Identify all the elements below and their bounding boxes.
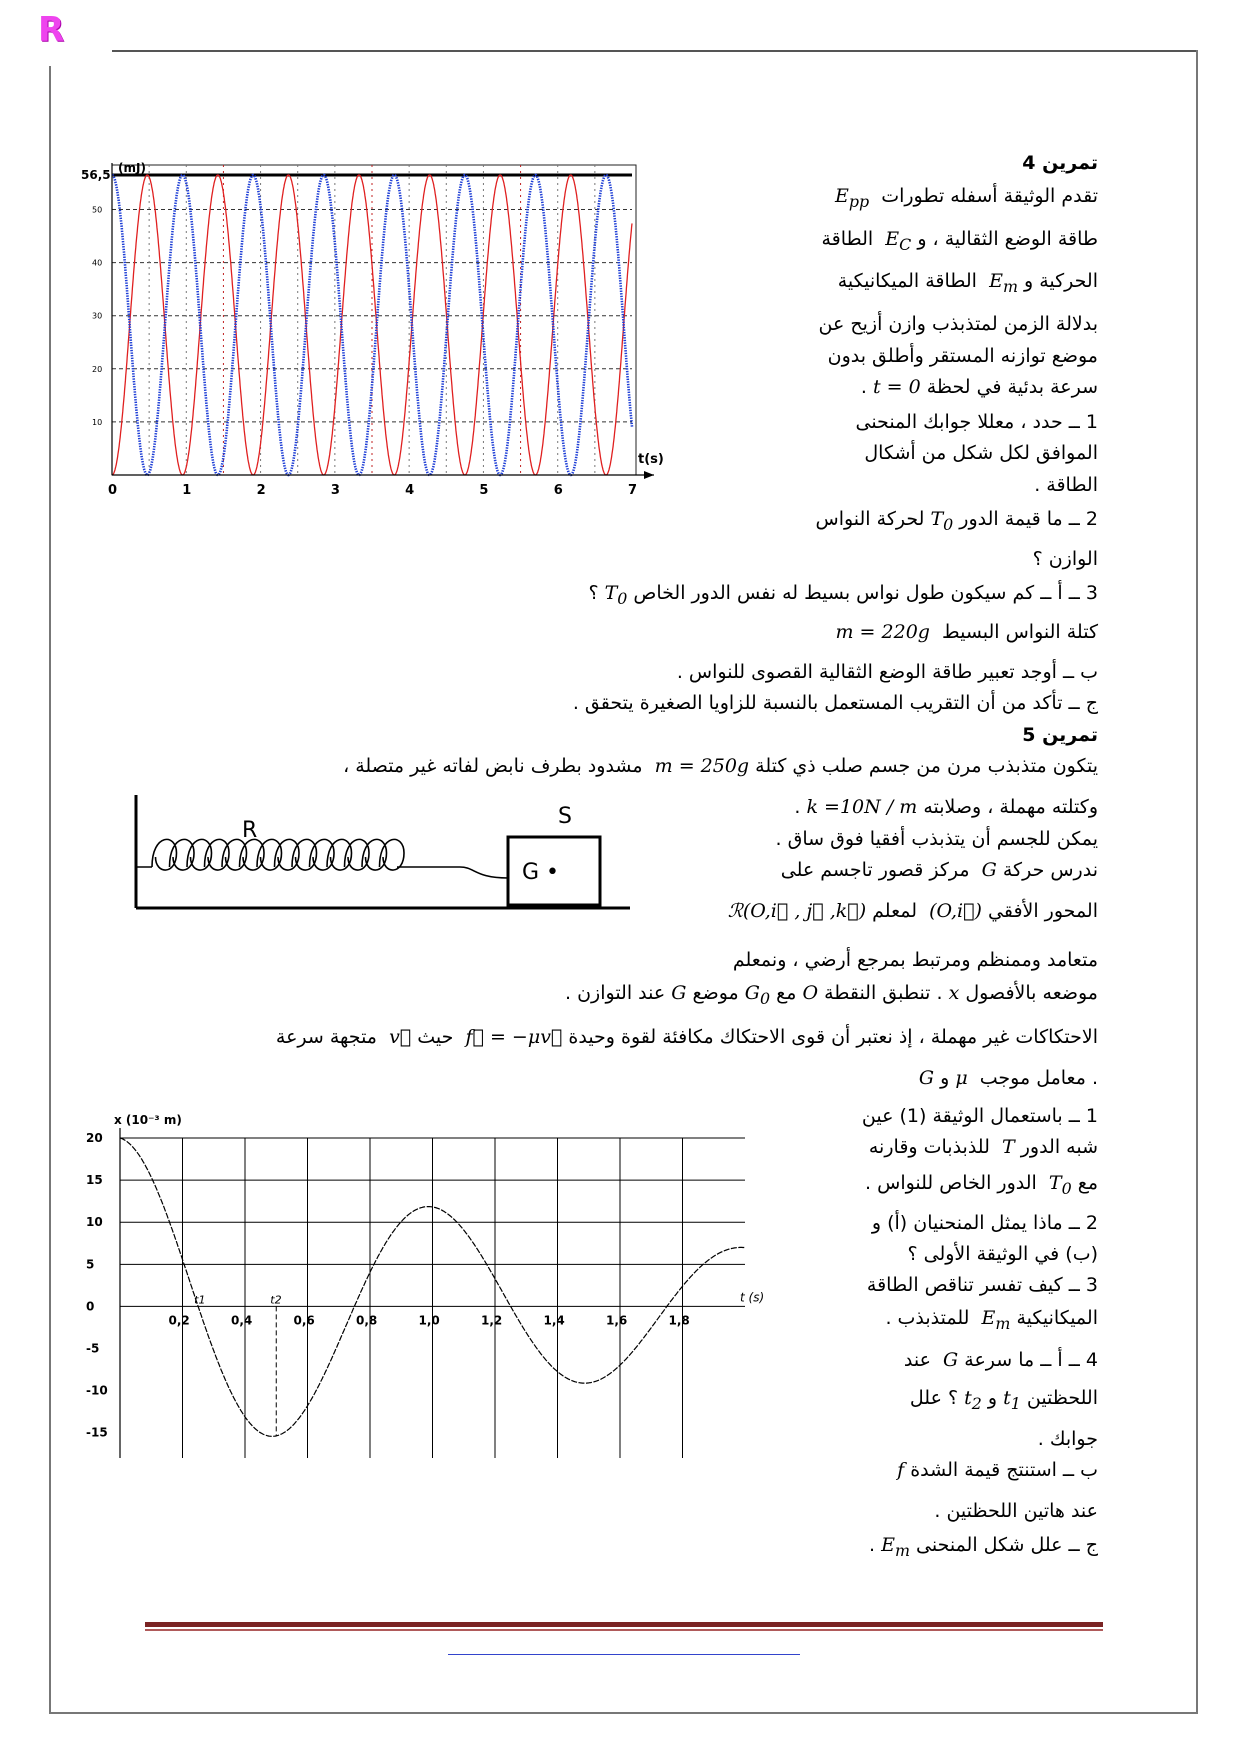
ex5-q4-b: اللحظتين $t_1$ و $t_2$ ؟ علل — [909, 1387, 1098, 1413]
ex5-line-5: المحور الأفقي (O,i⃗) لمعلم ℛ(O,i⃗ , j⃗ ,k⃗) — [727, 900, 1098, 922]
ex5-line-2: وكتلته مهملة ، وصلابته k =10N / m . — [794, 796, 1098, 818]
y-axis-label: x (10⁻³ m) — [114, 1113, 182, 1127]
solid-label: S — [558, 804, 572, 829]
ex5-line-6: متعامد وممنظم ومرتبط بمرجع أرضي ، ونمعلم — [732, 949, 1098, 971]
ex5-line-9: G و μ معامل موجب . — [918, 1067, 1098, 1089]
ex4-line-5: موضع توازنه المستقر وأطلق بدون — [827, 345, 1098, 367]
y-tick-label: -15 — [86, 1425, 108, 1440]
y-tick-label: 10 — [92, 417, 103, 427]
frame-right-rule — [1196, 50, 1198, 1714]
x-tick-label: 1,4 — [543, 1313, 565, 1328]
x-tick-label: 0 — [108, 483, 118, 498]
ex5-q1-b: شبه الدور T للذبذبات وقارنه — [868, 1136, 1098, 1158]
x-tick-label: 0,8 — [356, 1313, 378, 1328]
y-tick-label: 40 — [92, 258, 103, 268]
x-tick-label: 1,8 — [668, 1313, 690, 1328]
ex4-q1-a: 1 ــ حدد ، معللا جوابك المنحنى — [855, 411, 1098, 433]
ex5-q4-d: ب ــ استنتج قيمة الشدة f — [897, 1459, 1098, 1481]
ex5-q3-b: الميكانيكية $E_m$ للمتذبذب . — [885, 1307, 1098, 1333]
footer-rule — [145, 1622, 1103, 1627]
y-tick-label: 20 — [86, 1131, 103, 1145]
x-tick-label: 5 — [479, 483, 489, 498]
ex5-line-3: يمكن للجسم أن يتذبذب أفقيا فوق ساق . — [775, 828, 1098, 850]
x-tick-label: 0,2 — [168, 1313, 190, 1328]
y-tick-label: 30 — [92, 311, 103, 321]
x-axis-label: t (s) — [740, 1290, 765, 1305]
ex4-q1-b: الموافق لكل شكل من أشكال — [864, 442, 1098, 464]
x-tick-label: 7 — [628, 483, 638, 498]
ex4-line-6: سرعة بدئية في لحظة t = 0 . — [860, 376, 1098, 398]
t2-label: t2 — [270, 1293, 282, 1307]
x-tick-label: 2 — [256, 483, 266, 498]
y-tick-label: -5 — [86, 1341, 100, 1356]
logo: R — [38, 10, 65, 50]
x-tick-label: 3 — [330, 483, 340, 498]
ex4-line-4: بدلالة الزمن لمتذبذب وازن أزيح عن — [818, 313, 1098, 335]
y-tick-label: 50 — [92, 205, 103, 215]
ex5-q4-a: 4 ــ أ ــ ما سرعة G عند — [903, 1349, 1098, 1371]
t1-label: t1 — [194, 1293, 206, 1307]
ex5-q1-c: مع $T_0$ الدور الخاص للنواس . — [865, 1172, 1098, 1198]
y-tick-label: -10 — [86, 1383, 108, 1398]
ex5-q4-e: عند هاتين اللحظتين . — [934, 1500, 1098, 1522]
ex4-q3b: ب ــ أوجد تعبير طاقة الوضع الثقالية القصوى للنواس . — [676, 661, 1098, 683]
ex5-line-7: موضعه بالأفصول x . تنطبق النقطة O مع $G_0$ موضع G عند التوازن . — [565, 982, 1098, 1008]
ex5-q4-c: جوابك . — [1037, 1428, 1098, 1450]
footer-link-underline[interactable] — [448, 1654, 800, 1655]
x-tick-label: 1,6 — [606, 1313, 628, 1328]
x-tick-label: 0,6 — [293, 1313, 315, 1328]
ex4-q1-c: الطاقة . — [1034, 474, 1098, 496]
spring-label: R — [242, 818, 258, 843]
ex4-mass: كتلة النواس البسيط m = 220g — [835, 621, 1098, 643]
y-tick-label: 20 — [92, 364, 103, 374]
x-axis-label: t(s) — [638, 452, 664, 467]
frame-top-rule — [112, 50, 1198, 52]
x-tick-label: 1,2 — [481, 1313, 503, 1328]
epp-symbol: $E_{pp}$ — [834, 185, 870, 211]
ex4-line-3: الحركية و $E_m$ الطاقة الميكانيكية — [837, 270, 1098, 296]
position-chart — [80, 1105, 770, 1470]
x-tick-label: 1,0 — [418, 1313, 440, 1328]
y-max-label: 56,5 — [81, 168, 111, 182]
frame-bottom-rule — [49, 1712, 1198, 1714]
ex4-q2: 2 ــ ما قيمة الدور $T_0$ لحركة النواس — [815, 508, 1098, 534]
spring — [136, 839, 508, 878]
ex5-line-4: ندرس حركة G مركز قصور تاجسم على — [780, 859, 1098, 881]
y-tick-label: 10 — [86, 1215, 103, 1230]
ex5-line-8: الاحتكاكات غير مهملة ، إذ نعتبر أن قوى الاحتكاك مكافئة لقوة وحيدة f⃗ = −μv⃗ حيث v⃗ متجهة سرعة — [275, 1026, 1098, 1048]
ex4-line-1: تقدم الوثيقة أسفله تطورات $E_{pp}$ — [834, 185, 1098, 211]
ex5-q2-a: 2 ــ ماذا يمثل المنحنيان (أ) و — [871, 1212, 1098, 1234]
energy-chart — [80, 161, 740, 560]
ex4-title: تمرين 4 — [1022, 152, 1098, 174]
ex4-q3c: ج ــ تأكد من أن التقريب المستعمل بالنسبة للزاويا الصغيرة يتحقق . — [572, 692, 1098, 714]
ex5-line-1: يتكون متذبذب مرن من جسم صلب ذي كتلة m = 250g مشدود بطرف نابض لفاته غير متصلة ، — [343, 755, 1098, 777]
ex4-line-2: طاقة الوضع الثقالية ، و $E_C$ الطاقة — [821, 228, 1098, 254]
x-tick-label: 6 — [553, 483, 563, 498]
y-tick-label: 15 — [86, 1173, 103, 1188]
center-label: G • — [522, 860, 560, 885]
x-tick-label: 1 — [182, 483, 192, 498]
footer-rule-thin — [145, 1629, 1103, 1631]
ex5-q1-a: 1 ــ باستعمال الوثيقة (1) عين — [861, 1105, 1098, 1127]
y-axis-label: (mJ) — [118, 161, 146, 175]
spring-mass-figure — [130, 795, 640, 915]
y-tick-label: 0 — [86, 1299, 95, 1314]
x-tick-label: 4 — [405, 483, 415, 498]
ex5-q2-b: (ب) في الوثيقة الأولى ؟ — [907, 1243, 1098, 1265]
y-tick-label: 5 — [86, 1257, 95, 1272]
ex4-q2-b: الوازن ؟ — [1032, 548, 1098, 570]
ex5-q3-a: 3 ــ كيف تفسر تناقص الطاقة — [866, 1274, 1098, 1296]
x-axis-arrow — [644, 471, 654, 479]
x-tick-label: 0,4 — [231, 1313, 253, 1328]
ex4-q3a: 3 ــ أ ــ كم سيكون طول نواس بسيط له نفس الدور الخاص $T_0$ ؟ — [588, 582, 1098, 608]
ex5-q4-f: ج ــ علل شكل المنحنى $E_m$ . — [868, 1534, 1098, 1560]
frame-left-rule — [49, 66, 51, 1714]
ex5-title: تمرين 5 — [1022, 724, 1098, 746]
